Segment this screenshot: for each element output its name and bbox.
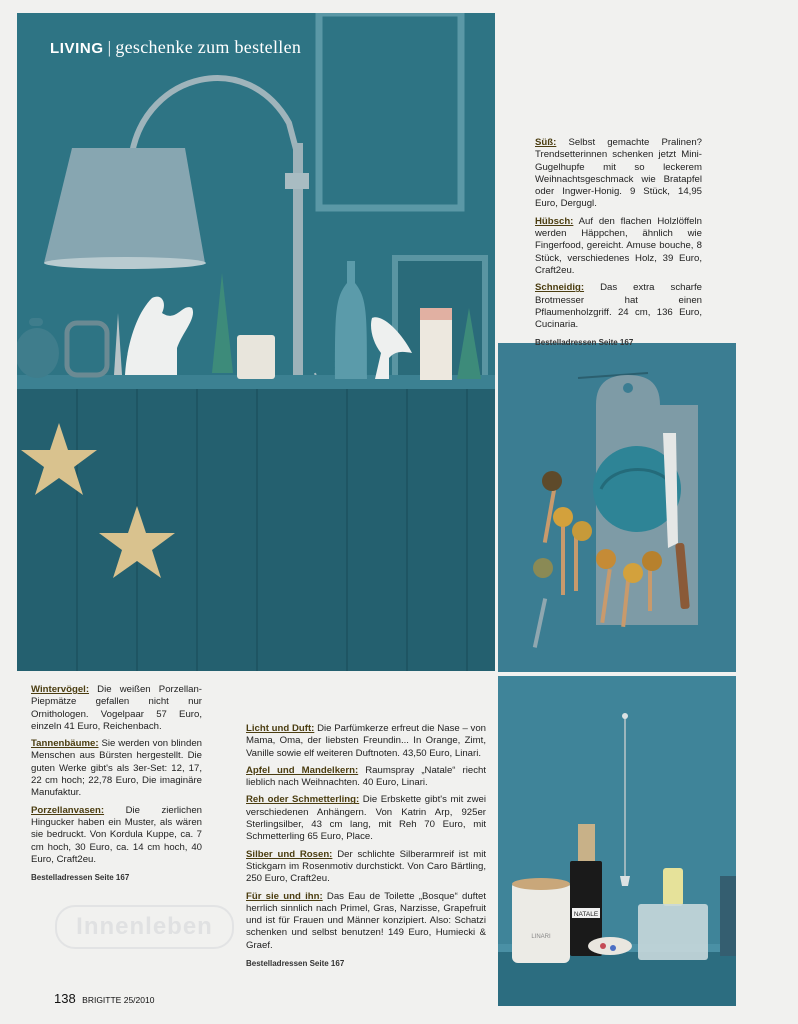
- magazine-issue: BRIGITTE 25/2010: [82, 995, 155, 1005]
- product-description: Das extra scharfe Brotmesser hat einen Pflaumenholzgriff. 24 cm, 136 Euro, Cucinaria.: [535, 282, 702, 331]
- bottle-label: NATALE: [573, 911, 599, 918]
- product-description: Sie werden von blinden Menschen aus Bürsten hergestellt. Die guten Werke gibt's als 3er-Set: 12, 17, 22 cm hoch; 22,78 Euro, Die imaginäre Manufaktur.: [31, 738, 202, 799]
- section-subtitle: geschenke zum bestellen: [115, 37, 302, 57]
- order-addresses-reference: Bestelladressen Seite 167: [535, 338, 634, 348]
- perfume-bottle: [638, 904, 708, 960]
- section-header: [50, 37, 301, 58]
- product-entry: [31, 684, 202, 733]
- product-entry: [246, 723, 486, 760]
- product-keyword: Silber und Rosen:: [246, 848, 333, 860]
- product-description: Die zierlichen Hingucker haben ein Muster, als wären sie bedruckt. Von Kordula Kuppe, ca. 7 cm hoch, 30 Euro, ca. 14 cm hoch, 40 Euro, Craft2eu.: [31, 804, 202, 865]
- product-description: Der schlichte Silberarmreif ist mit Stickgarn im Rosenmotiv durchstickt. Von Caro Bärtling, 250 Euro, Craft2eu.: [246, 848, 486, 885]
- product-description: Das Eau de Toilette „Bosque“ duftet herrlich sinnlich nach Primel, Gras, Narzisse, Grapefruit und ist für Frauen und Männer konzipiert. Also: Schatzi schenken und selbst benutzen! 149 Euro, Humiecki & Graef.: [246, 890, 487, 951]
- fragrance-shelf-photo: [498, 676, 736, 1006]
- order-addresses-reference: Bestelladressen Seite 167: [31, 873, 130, 883]
- page-number: 138: [54, 991, 76, 1006]
- product-keyword: Süß:: [535, 137, 557, 148]
- order-addresses-reference: Bestelladressen Seite 167: [246, 959, 345, 969]
- main-photo-lamp-shelf: [17, 13, 495, 671]
- product-keyword: Schneidig:: [535, 282, 585, 294]
- product-entry: [535, 216, 702, 277]
- header-separator: |: [107, 38, 112, 57]
- watermark: Innenleben: [55, 905, 234, 949]
- product-description: Selbst gemachte Pralinen? Trendsetterinnen schenken jetzt Mini-Gugelhupfe mit so leckerem Weihnachtsgeschmack wie Bratapfel oder Ingwer-Honig. 9 Stück, 14,95 Euro, Dergugl.: [535, 137, 702, 210]
- bracelet: [588, 937, 632, 955]
- product-keyword: Licht und Duft:: [246, 723, 315, 734]
- fragrance-shelf-illustration: [498, 676, 736, 1006]
- product-entry: [535, 137, 702, 211]
- product-entry: [31, 805, 202, 866]
- main-photo-illustration: [17, 13, 495, 671]
- bread-board-photo: [498, 343, 736, 672]
- product-entry: [246, 891, 486, 952]
- product-keyword: Tannenbäume:: [31, 738, 99, 750]
- bread-board-illustration: [498, 343, 736, 672]
- product-entry: [535, 282, 702, 331]
- product-description: Die Erbskette gibt's mit zwei verschiedenen Anhängern. Von Katrin Arp, 925er Sterlingsilber, 43 cm lang, mit Reh 70 Euro, mit Schmetterling 65 Euro, Place.: [246, 794, 486, 843]
- page-footer: [54, 990, 154, 1008]
- product-keyword: Für sie und ihn:: [246, 890, 323, 902]
- product-description: Raumspray „Natale“ riecht lieblich nach Weihnachten. 40 Euro, Linari.: [246, 764, 486, 789]
- lamp-shade: [44, 148, 205, 263]
- candle-label: LINARI: [531, 934, 551, 940]
- text-column-middle: [246, 723, 486, 970]
- text-column-left: [31, 684, 202, 884]
- product-description: Die weißen Porzellan-Piepmätze gefallen nicht nur Ornithologen. Vogelpaar 57 Euro, einzeln 41 Euro, Reichenbach.: [31, 684, 202, 732]
- product-description: Die Parfümkerze erfreut die Nase – von Mama, Oma, der liebsten Freundin... In Orange, Zimt, Vanille sowie elf weiteren Duftnoten. 43,50 Euro, Linari.: [246, 723, 486, 759]
- product-description: Auf den flachen Holzlöffeln werden Häppchen, ähnlich wie Fingerfood, gereicht. Amuse bouche, 8 Stück, verschiedenes Holz, 39 Euro, Craft2eu.: [535, 215, 702, 276]
- product-entry: [246, 794, 486, 843]
- product-keyword: Apfel und Mandelkern:: [246, 764, 359, 776]
- text-column-top: [535, 137, 702, 350]
- section-label: LIVING: [50, 40, 104, 57]
- product-keyword: Hübsch:: [535, 215, 574, 227]
- product-entry: [246, 765, 486, 790]
- product-keyword: Wintervögel:: [31, 684, 90, 695]
- product-entry: [31, 738, 202, 799]
- product-keyword: Porzellanvasen:: [31, 804, 105, 816]
- product-entry: [246, 849, 486, 886]
- scented-candle: [512, 881, 570, 963]
- product-keyword: Reh oder Schmetterling:: [246, 794, 360, 806]
